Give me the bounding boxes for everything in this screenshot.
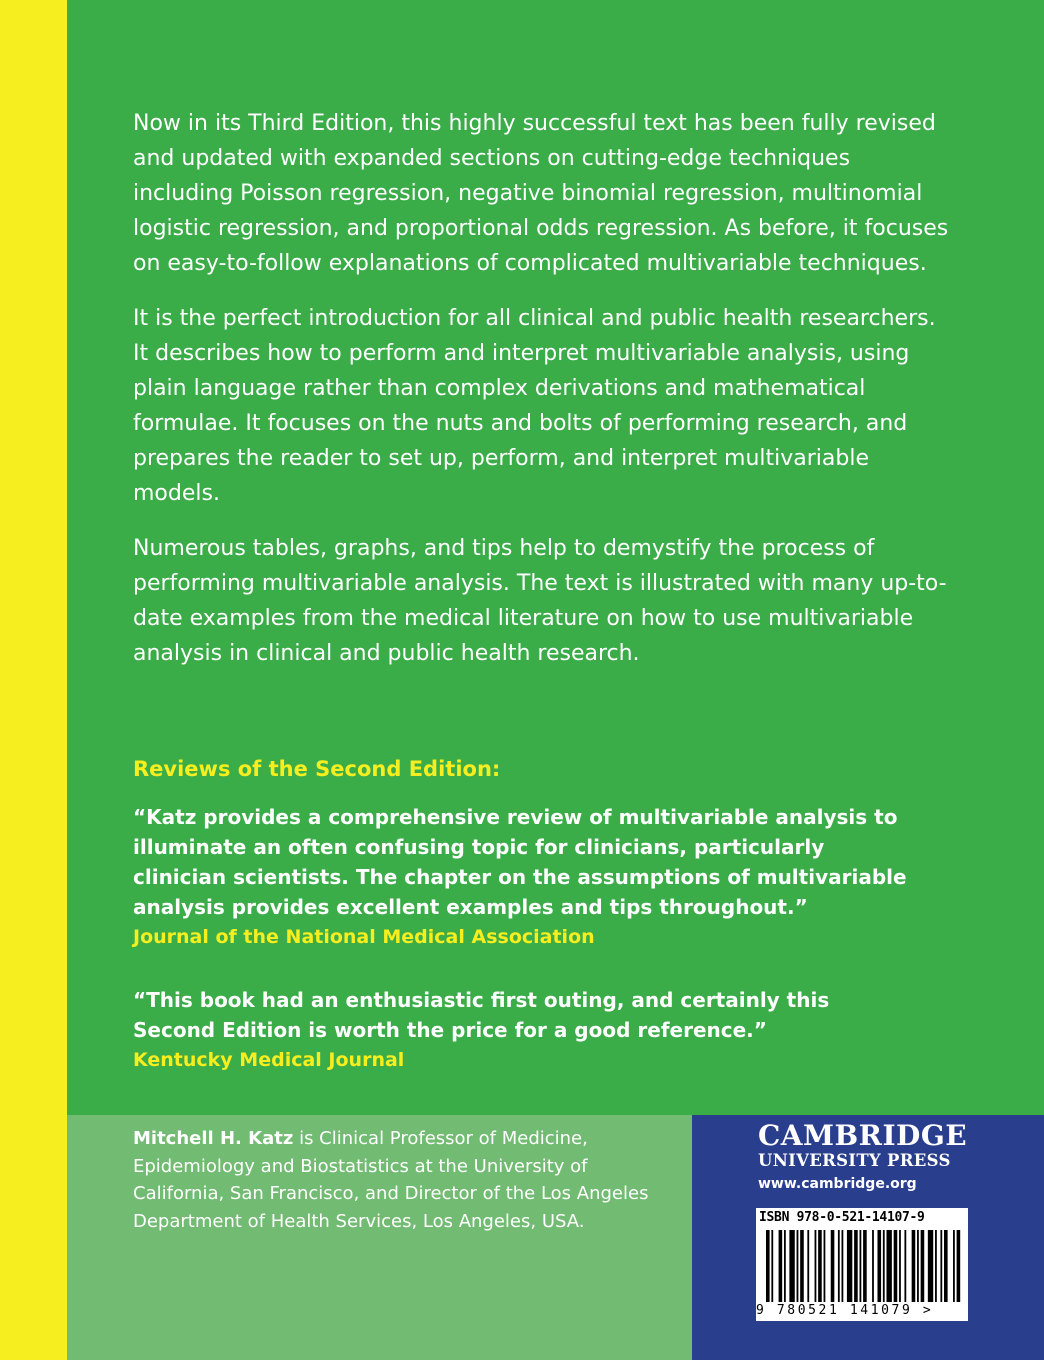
barcode-bar: [921, 1230, 925, 1302]
blurb-paragraph-3: Numerous tables, graphs, and tips help to demystify the process of performing multivariable analysis. The text is illustrated with many up-to-date examples from the medical literature on how to use multivariable analysis in clinical and public health research.: [133, 536, 947, 666]
barcode-bar: [872, 1230, 874, 1302]
barcode-bar: [894, 1230, 898, 1302]
blurb-paragraph-1: Now in its Third Edition, this highly successful text has been fully revised and updated with expanded sections on cutting-edge techniques including Poisson regression, negative binomial regression, multinomial logistic regression, and proportional odds regression. As before, it focuses on easy-to-follow explanations of complicated multivariable techniques.: [133, 111, 949, 276]
barcode-bar: [957, 1230, 961, 1302]
spine-yellow-band: [0, 0, 67, 1360]
barcode-bar: [912, 1230, 916, 1302]
barcode-bar: [863, 1230, 867, 1302]
barcode-bar: [771, 1230, 773, 1302]
review-source: Kentucky Medical Journal: [133, 1049, 405, 1071]
barcode-bar: [842, 1230, 844, 1302]
barcode-bar: [944, 1230, 948, 1302]
barcode-bar: [899, 1230, 901, 1302]
review-1: [133, 802, 913, 952]
barcode-bar: [935, 1230, 937, 1302]
barcode-bar: [883, 1230, 885, 1302]
isbn-label: ISBN 978-0-521-14107-9: [759, 1210, 925, 1225]
barcode-bar: [940, 1230, 942, 1302]
review-quote: “This book had an enthusiastic first outing, and certainly this Second Edition is worth the price for a good reference.”: [133, 988, 830, 1042]
barcode-bar: [779, 1230, 783, 1302]
barcode-bar: [824, 1230, 826, 1302]
barcode-bar: [831, 1230, 835, 1302]
barcode-digits: 9 780521 141079 >: [756, 1303, 934, 1318]
barcode-bar: [800, 1230, 804, 1302]
blurb-paragraph-2: It is the perfect introduction for all clinical and public health researchers. It describes how to perform and interpret multivariable analysis, using plain language rather than complex derivations and mathematical formulae. It focuses on the nuts and bolts of performing research, and prepares the reader to set up, perform, and interpret multivariable models.: [133, 306, 936, 506]
barcode-bar: [815, 1230, 817, 1302]
publisher-logo-subname: UNIVERSITY PRESS: [758, 1151, 951, 1170]
barcode-bar: [847, 1230, 852, 1302]
review-quote: “Katz provides a comprehensive review of multivariable analysis to illuminate an often confusing topic for clinicians, particularly clinician scientists. The chapter on the assumptions of multivariable analysis provides excellent examples and tips throughout.”: [133, 805, 907, 919]
barcode-bar: [838, 1230, 840, 1302]
reviews-heading: Reviews of the Second Edition:: [133, 757, 501, 781]
barcode-bars: [766, 1230, 962, 1302]
review-2: [133, 985, 913, 1075]
barcode-bar: [886, 1230, 891, 1302]
publisher-url: www.cambridge.org: [758, 1176, 917, 1192]
author-bio-text: is Clinical Professor of Medicine, Epidemiology and Biostatistics at the University of California, San Francisco, and Director of the Los Angeles Department of Health Services, Los Angeles, USA.: [133, 1128, 649, 1232]
barcode-bar: [807, 1230, 809, 1302]
barcode-bar: [904, 1230, 906, 1302]
barcode-bar: [860, 1230, 862, 1302]
review-source: Journal of the National Medical Association: [133, 926, 595, 948]
publisher-logo-name: CAMBRIDGE: [758, 1119, 968, 1152]
description-blurb: [133, 106, 953, 691]
barcode-bar: [818, 1230, 822, 1302]
barcode-bar: [854, 1230, 858, 1302]
author-bio: [133, 1125, 673, 1235]
barcode-bar: [953, 1230, 955, 1302]
barcode-bar: [877, 1230, 881, 1302]
barcode-bar: [917, 1230, 919, 1302]
barcode-bar: [797, 1230, 799, 1302]
isbn-barcode: [756, 1208, 968, 1321]
barcode-bar: [766, 1230, 770, 1302]
barcode-bar: [928, 1230, 933, 1302]
author-name: Mitchell H. Katz: [133, 1128, 294, 1149]
barcode-bar: [789, 1230, 794, 1302]
barcode-bar: [784, 1230, 786, 1302]
